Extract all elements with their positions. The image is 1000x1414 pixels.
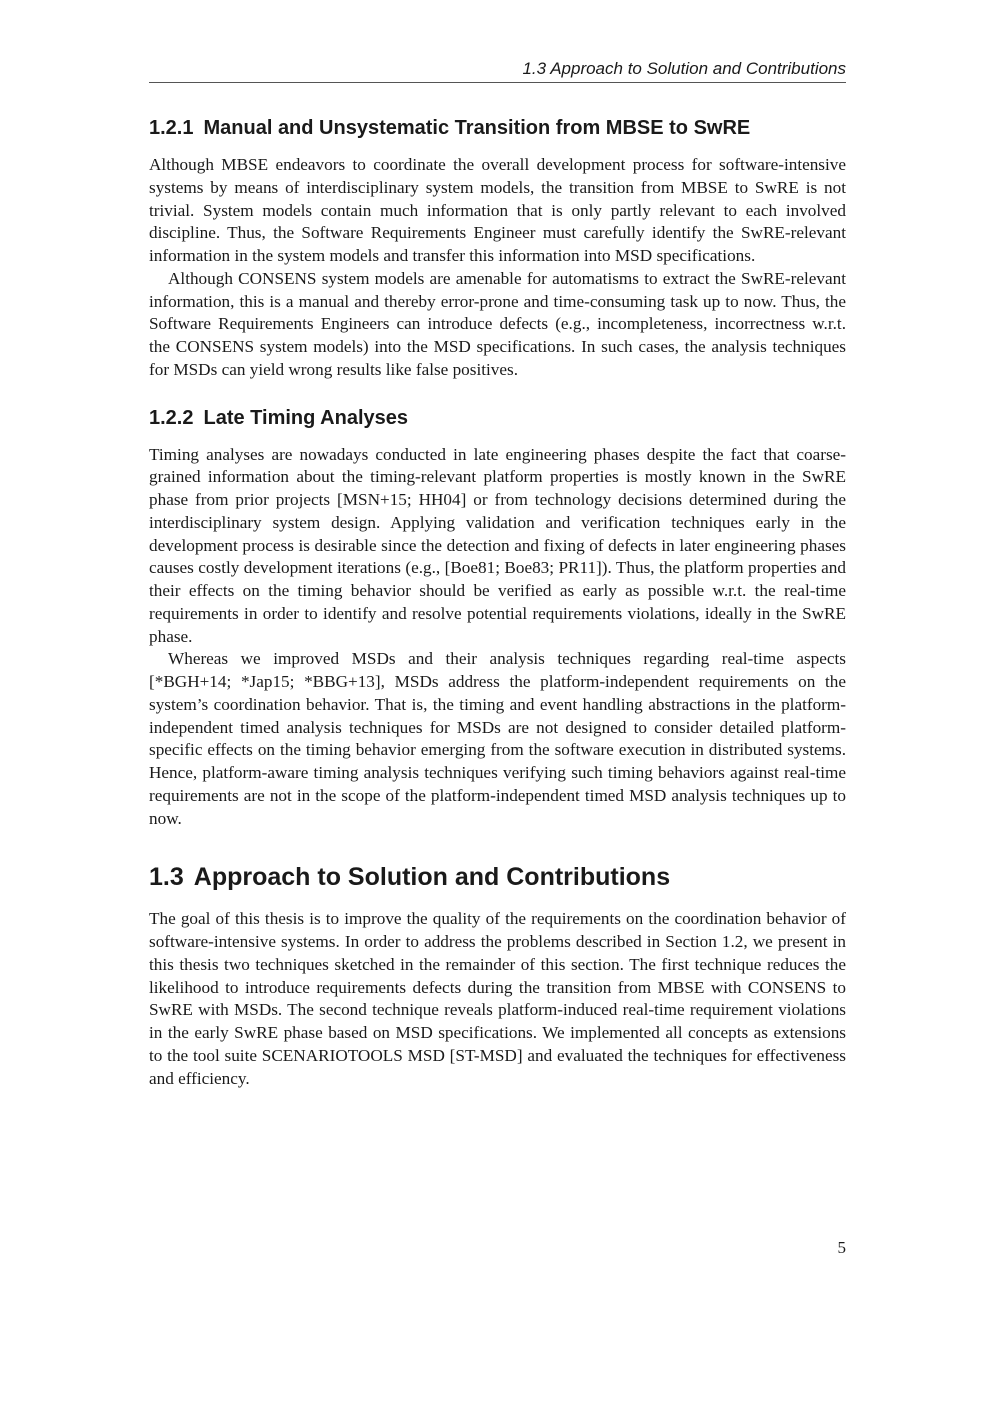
subsection-title: Manual and Unsystematic Transition from MBSE to SwRE (203, 117, 751, 139)
paragraph: Timing analyses are nowadays conducted in late engineering phases despite the fact that coarse-grained information about the timing-relevant platform properties is mostly known in the SwRE phase from prior projects [MSN+15; HH04] or from technology decisions determined during the interdisciplinary system design. Applying validation and verification techniques early in the development process is desirable since the detection and fixing of defects in later engineering phases causes costly development iterations (e.g., [Boe81; Boe83; PR11]). Thus, the platform properties and their effects on the timing behavior should be verified as early as possible w.r.t. the real-time requirements in order to identify and resolve potential requirements violations, ideally in the SwRE phase. (149, 444, 846, 646)
subsection-title: Late Timing Analyses (203, 406, 408, 429)
paragraph: Although MBSE endeavors to coordinate the overall development process for software-intensive systems by means of interdisciplinary system models, the transition from MBSE to SwRE is not trivial. System models contain much information that is only partly relevant to each involved discipline. Thus, the Software Requirements Engineer must carefully identify the SwRE-relevant information in the system models and transfer this information into MSD specifications. (149, 155, 846, 265)
section-heading-1-3 (149, 860, 846, 894)
section-title: Approach to Solution and Contributions (193, 863, 671, 892)
page-content (149, 114, 846, 1090)
paragraph: Whereas we improved MSDs and their analysis techniques regarding real-time aspects [*BGH+14; *Jap15; *BBG+13], MSDs address the platform-independent requirements on the system’s coordination behavior. That is, the timing and event handling abstractions in the platform-independent timed analysis techniques for MSDs are not designed to consider detailed platform-specific effects on the timing behavior emerging from the software execution in distributed systems. Hence, platform-aware timing analysis techniques verifying such timing behaviors against real-time requirements are not in the scope of the platform-independent timed MSD analysis techniques up to now. (149, 649, 846, 828)
section-number: 1.3 (149, 863, 184, 892)
page-number: 5 (837, 1238, 846, 1257)
paragraph: Although CONSENS system models are amenable for automatisms to extract the SwRE-relevant information, this is a manual and thereby error-prone and time-consuming task up to now. Thus, the Software Requirements Engineers can introduce defects (e.g., incompleteness, incorrectness w.r.t. the CONSENS system models) into the MSD specifications. In such cases, the analysis techniques for MSDs can yield wrong results like false positives. (149, 268, 846, 379)
subsection-heading-1-2-2 (149, 404, 846, 432)
header-rule (149, 82, 846, 83)
paragraph: The goal of this thesis is to improve the quality of the requirements on the coordination behavior of software-intensive systems. In order to address the problems described in Section 1.2, we present in this thesis two techniques sketched in the remainder of this section. The first technique reduces the likelihood to introduce requirements defects during the transition from MBSE with CONSENS to SwRE with MSDs. The second technique reveals platform-induced real-time requirement violations in the early SwRE phase based on MSD specifications. We implemented all concepts as extensions to the tool suite SCENARIOTOOLS MSD [ST-MSD] and evaluated the techniques for effectiveness and efficiency. (149, 909, 846, 1088)
running-header: 1.3 Approach to Solution and Contributions (522, 59, 846, 78)
subsection-number: 1.2.2 (149, 406, 194, 429)
subsection-number: 1.2.1 (149, 117, 194, 139)
subsection-heading-1-2-1 (149, 114, 846, 142)
